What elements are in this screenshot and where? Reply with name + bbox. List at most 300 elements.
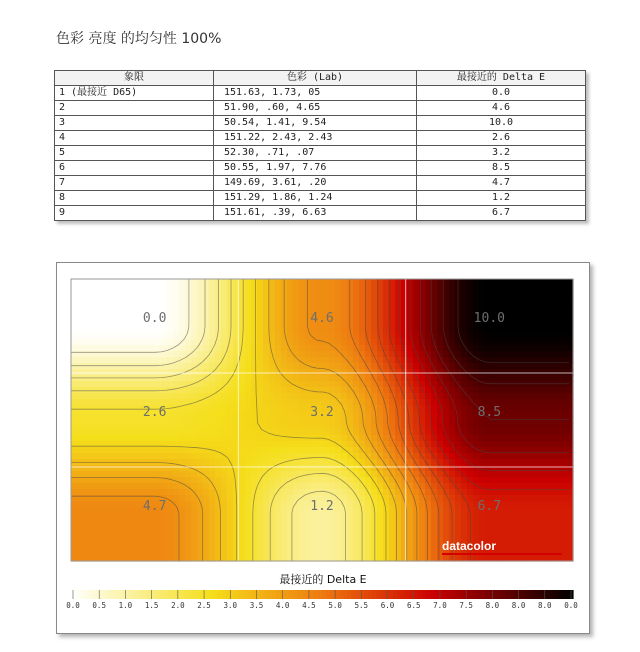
heat-cell — [509, 417, 516, 424]
colorbar-segment — [494, 590, 499, 599]
heat-cell — [395, 321, 402, 328]
heat-cell — [335, 549, 342, 556]
heat-cell — [215, 471, 222, 478]
heat-cell — [161, 465, 168, 472]
heat-cell — [485, 333, 492, 340]
heat-cell — [203, 423, 210, 430]
heat-cell — [521, 381, 528, 388]
heat-cell — [395, 315, 402, 322]
heat-cell — [173, 285, 180, 292]
heat-cell — [95, 285, 102, 292]
heat-cell — [557, 279, 564, 286]
heat-cell — [143, 453, 150, 460]
heat-cell — [281, 399, 288, 406]
colorbar-segment — [339, 590, 344, 599]
heat-cell — [71, 333, 78, 340]
heat-cell — [221, 471, 228, 478]
heat-cell — [155, 333, 162, 340]
heat-cell — [395, 339, 402, 346]
heat-cell — [125, 543, 132, 550]
heat-cell — [515, 411, 522, 418]
heat-cell — [119, 537, 126, 544]
colorbar-segment — [138, 590, 143, 599]
heat-cell — [563, 495, 570, 502]
heat-cell — [119, 309, 126, 316]
heat-cell — [215, 381, 222, 388]
heat-cell — [287, 417, 294, 424]
colorbar-segment — [79, 590, 84, 599]
heat-cell — [353, 537, 360, 544]
heat-cell — [161, 471, 168, 478]
heat-cell — [353, 423, 360, 430]
heat-cell — [293, 537, 300, 544]
heat-cell — [323, 441, 330, 448]
heat-cell — [83, 369, 90, 376]
heat-cell — [227, 441, 234, 448]
heat-cell — [221, 327, 228, 334]
heat-cell — [203, 435, 210, 442]
heat-cell — [185, 537, 192, 544]
heat-cell — [155, 345, 162, 352]
heat-cell — [395, 537, 402, 544]
heat-cell — [335, 405, 342, 412]
heat-cell — [173, 417, 180, 424]
heat-cell — [353, 411, 360, 418]
heat-cell — [455, 369, 462, 376]
colorbar-tick-label: 6.0 — [380, 601, 395, 610]
heat-cell — [509, 321, 516, 328]
heat-cell — [467, 309, 474, 316]
heat-cell — [293, 525, 300, 532]
heat-cell — [257, 285, 264, 292]
heat-cell — [239, 297, 246, 304]
heat-cell — [239, 363, 246, 370]
heat-cell — [227, 429, 234, 436]
heat-cell — [461, 357, 468, 364]
heat-cell — [317, 453, 324, 460]
heat-cell — [317, 549, 324, 556]
heat-cell — [161, 537, 168, 544]
heat-cell — [563, 459, 570, 466]
heat-cell — [407, 519, 414, 526]
heat-cell — [539, 279, 546, 286]
heat-cell — [161, 303, 168, 310]
heat-cell — [419, 375, 426, 382]
heat-cell — [443, 285, 450, 292]
heat-cell — [77, 369, 84, 376]
heat-cell — [533, 429, 540, 436]
heat-cell — [317, 531, 324, 538]
heat-cell — [497, 453, 504, 460]
heat-cell — [563, 333, 570, 340]
heat-cell — [359, 471, 366, 478]
colorbar-segment — [326, 590, 331, 599]
heat-cell — [473, 285, 480, 292]
heat-cell — [209, 387, 216, 394]
heat-cell — [389, 543, 396, 550]
heat-cell — [389, 537, 396, 544]
heat-cell — [299, 279, 306, 286]
heat-cell — [443, 399, 450, 406]
heat-cell — [113, 399, 120, 406]
heat-cell — [365, 537, 372, 544]
quadrant-value-label: 3.2 — [310, 405, 334, 420]
heat-cell — [359, 363, 366, 370]
heat-cell — [269, 381, 276, 388]
heat-cell — [413, 417, 420, 424]
heat-cell — [425, 327, 432, 334]
header-quadrant: 象限 — [55, 71, 214, 86]
heat-cell — [437, 321, 444, 328]
heat-cell — [197, 327, 204, 334]
heat-cell — [545, 483, 552, 490]
heat-cell — [305, 381, 312, 388]
heat-cell — [227, 363, 234, 370]
cell-quadrant: 5 — [55, 146, 214, 161]
heat-cell — [83, 423, 90, 430]
heat-cell — [413, 453, 420, 460]
heat-cell — [467, 369, 474, 376]
heat-cell — [83, 387, 90, 394]
heat-cell — [191, 291, 198, 298]
heat-cell — [557, 519, 564, 526]
heat-cell — [113, 333, 120, 340]
heat-cell — [335, 507, 342, 514]
heat-cell — [479, 327, 486, 334]
heat-cell — [95, 393, 102, 400]
colorbar-segment — [381, 590, 386, 599]
heat-cell — [341, 399, 348, 406]
heat-cell — [167, 453, 174, 460]
heat-cell — [419, 519, 426, 526]
heat-cell — [335, 309, 342, 316]
heat-cell — [149, 429, 156, 436]
heat-cell — [251, 429, 258, 436]
heat-cell — [431, 465, 438, 472]
heat-cell — [443, 513, 450, 520]
heat-cell — [455, 459, 462, 466]
heat-cell — [269, 315, 276, 322]
heat-cell — [317, 393, 324, 400]
heat-cell — [185, 417, 192, 424]
heat-cell — [101, 513, 108, 520]
heat-cell — [107, 321, 114, 328]
heat-cell — [455, 417, 462, 424]
heat-cell — [95, 453, 102, 460]
heat-cell — [95, 549, 102, 556]
heat-cell — [515, 543, 522, 550]
heat-cell — [293, 465, 300, 472]
heat-cell — [329, 537, 336, 544]
heat-cell — [407, 369, 414, 376]
heat-cell — [209, 345, 216, 352]
heat-cell — [353, 417, 360, 424]
heat-cell — [317, 303, 324, 310]
heat-cell — [263, 507, 270, 514]
heat-cell — [245, 291, 252, 298]
heat-cell — [395, 525, 402, 532]
heat-cell — [203, 483, 210, 490]
heat-cell — [473, 525, 480, 532]
heat-cell — [437, 429, 444, 436]
heat-cell — [203, 291, 210, 298]
heat-cell — [299, 417, 306, 424]
heat-cell — [251, 507, 258, 514]
heat-cell — [107, 447, 114, 454]
heat-cell — [101, 483, 108, 490]
heat-cell — [191, 435, 198, 442]
heat-cell — [269, 321, 276, 328]
heat-cell — [89, 279, 96, 286]
heat-cell — [335, 321, 342, 328]
heat-cell — [161, 291, 168, 298]
heat-cell — [83, 399, 90, 406]
heat-cell — [359, 291, 366, 298]
heat-cell — [101, 471, 108, 478]
heat-cell — [539, 519, 546, 526]
heat-cell — [95, 399, 102, 406]
heat-cell — [113, 423, 120, 430]
heat-cell — [245, 357, 252, 364]
heat-cell — [353, 465, 360, 472]
heat-cell — [239, 357, 246, 364]
heat-cell — [557, 525, 564, 532]
heat-cell — [461, 381, 468, 388]
heat-cell — [425, 471, 432, 478]
heat-cell — [311, 369, 318, 376]
heat-cell — [179, 297, 186, 304]
heat-cell — [323, 333, 330, 340]
heat-cell — [113, 405, 120, 412]
heat-cell — [449, 363, 456, 370]
heat-cell — [305, 285, 312, 292]
heat-cell — [515, 519, 522, 526]
heat-cell — [329, 291, 336, 298]
heat-cell — [245, 411, 252, 418]
heat-cell — [131, 297, 138, 304]
heat-cell — [335, 423, 342, 430]
heat-cell — [473, 297, 480, 304]
heat-cell — [71, 357, 78, 364]
heat-cell — [491, 393, 498, 400]
heat-cell — [179, 375, 186, 382]
heat-cell — [521, 285, 528, 292]
heat-cell — [317, 483, 324, 490]
heat-cell — [257, 345, 264, 352]
heat-cell — [101, 327, 108, 334]
heat-cell — [191, 501, 198, 508]
heat-cell — [311, 393, 318, 400]
heat-cell — [425, 525, 432, 532]
heat-cell — [497, 381, 504, 388]
heat-cell — [545, 501, 552, 508]
heat-cell — [521, 441, 528, 448]
heat-cell — [365, 297, 372, 304]
heat-cell — [341, 363, 348, 370]
heat-cell — [371, 333, 378, 340]
heat-cell — [161, 525, 168, 532]
heat-cell — [413, 297, 420, 304]
heat-cell — [89, 417, 96, 424]
heat-cell — [239, 423, 246, 430]
heat-cell — [287, 405, 294, 412]
heat-cell — [287, 387, 294, 394]
heat-cell — [299, 537, 306, 544]
heat-cell — [509, 405, 516, 412]
heat-cell — [557, 495, 564, 502]
heat-cell — [251, 369, 258, 376]
heat-cell — [143, 435, 150, 442]
heat-cell — [401, 381, 408, 388]
heat-cell — [77, 291, 84, 298]
heat-cell — [515, 369, 522, 376]
heat-cell — [173, 315, 180, 322]
heat-cell — [221, 513, 228, 520]
heat-cell — [467, 387, 474, 394]
heat-cell — [275, 453, 282, 460]
heat-cell — [131, 471, 138, 478]
colorbar-segment — [180, 590, 185, 599]
heat-cell — [449, 411, 456, 418]
heat-cell — [299, 447, 306, 454]
heat-cell — [419, 549, 426, 556]
heat-cell — [257, 453, 264, 460]
heat-cell — [281, 471, 288, 478]
heat-cell — [527, 429, 534, 436]
heat-cell — [95, 303, 102, 310]
heat-cell — [287, 519, 294, 526]
heat-cell — [77, 483, 84, 490]
heat-cell — [269, 375, 276, 382]
heat-cell — [317, 429, 324, 436]
heat-cell — [305, 303, 312, 310]
heat-cell — [539, 315, 546, 322]
heat-cell — [203, 441, 210, 448]
heat-cell — [227, 303, 234, 310]
heat-cell — [89, 411, 96, 418]
heat-cell — [473, 489, 480, 496]
heat-cell — [311, 423, 318, 430]
heat-cell — [245, 477, 252, 484]
cell-delta-e: 6.7 — [417, 206, 586, 221]
heat-cell — [353, 483, 360, 490]
heat-cell — [107, 465, 114, 472]
heat-cell — [251, 327, 258, 334]
heat-cell — [275, 321, 282, 328]
heat-cell — [539, 387, 546, 394]
heat-cell — [497, 423, 504, 430]
heat-cell — [335, 381, 342, 388]
heat-cell — [353, 399, 360, 406]
heat-cell — [527, 333, 534, 340]
heat-cell — [287, 363, 294, 370]
heat-cell — [449, 465, 456, 472]
heat-cell — [293, 381, 300, 388]
heat-cell — [161, 531, 168, 538]
heat-cell — [191, 315, 198, 322]
colorbar-segment — [197, 590, 202, 599]
heat-cell — [245, 369, 252, 376]
heat-cell — [491, 459, 498, 466]
heat-cell — [515, 525, 522, 532]
heat-cell — [563, 393, 570, 400]
colorbar-segment — [452, 590, 457, 599]
heat-cell — [563, 537, 570, 544]
heat-cell — [107, 525, 114, 532]
heat-cell — [281, 351, 288, 358]
heat-cell — [143, 357, 150, 364]
heat-cell — [227, 501, 234, 508]
heat-cell — [329, 375, 336, 382]
heat-cell — [239, 345, 246, 352]
quadrant-value-label: 4.6 — [310, 311, 334, 326]
heat-cell — [329, 327, 336, 334]
heat-cell — [143, 291, 150, 298]
heat-cell — [281, 441, 288, 448]
heat-cell — [119, 291, 126, 298]
heat-cell — [563, 285, 570, 292]
heat-cell — [137, 303, 144, 310]
heat-cell — [437, 525, 444, 532]
heat-cell — [179, 495, 186, 502]
heat-cell — [191, 309, 198, 316]
heat-cell — [407, 501, 414, 508]
colorbar-segment — [355, 590, 360, 599]
heat-cell — [545, 369, 552, 376]
heat-cell — [497, 375, 504, 382]
heat-cell — [293, 297, 300, 304]
heat-cell — [515, 441, 522, 448]
heat-cell — [521, 345, 528, 352]
heat-cell — [275, 513, 282, 520]
heat-cell — [293, 531, 300, 538]
colorbar-segment — [100, 590, 105, 599]
colorbar-segment — [330, 590, 335, 599]
heat-cell — [425, 435, 432, 442]
colorbar-segment — [422, 590, 427, 599]
heat-cell — [551, 393, 558, 400]
heat-cell — [71, 291, 78, 298]
heat-cell — [401, 309, 408, 316]
heat-cell — [275, 477, 282, 484]
heat-cell — [167, 525, 174, 532]
heat-cell — [365, 549, 372, 556]
heat-cell — [377, 333, 384, 340]
heat-cell — [71, 465, 78, 472]
heat-cell — [449, 483, 456, 490]
heat-cell — [383, 369, 390, 376]
heat-cell — [461, 393, 468, 400]
heat-cell — [155, 375, 162, 382]
heat-cell — [509, 459, 516, 466]
heat-cell — [533, 285, 540, 292]
heat-cell — [191, 429, 198, 436]
heat-cell — [539, 309, 546, 316]
heat-cell — [551, 477, 558, 484]
heat-cell — [101, 507, 108, 514]
heat-cell — [245, 489, 252, 496]
heat-cell — [449, 429, 456, 436]
heat-cell — [431, 525, 438, 532]
heat-cell — [287, 399, 294, 406]
heat-cell — [539, 291, 546, 298]
heat-cell — [437, 315, 444, 322]
heat-cell — [71, 531, 78, 538]
heat-cell — [461, 477, 468, 484]
heat-cell — [191, 471, 198, 478]
heat-cell — [167, 549, 174, 556]
heat-cell — [71, 345, 78, 352]
